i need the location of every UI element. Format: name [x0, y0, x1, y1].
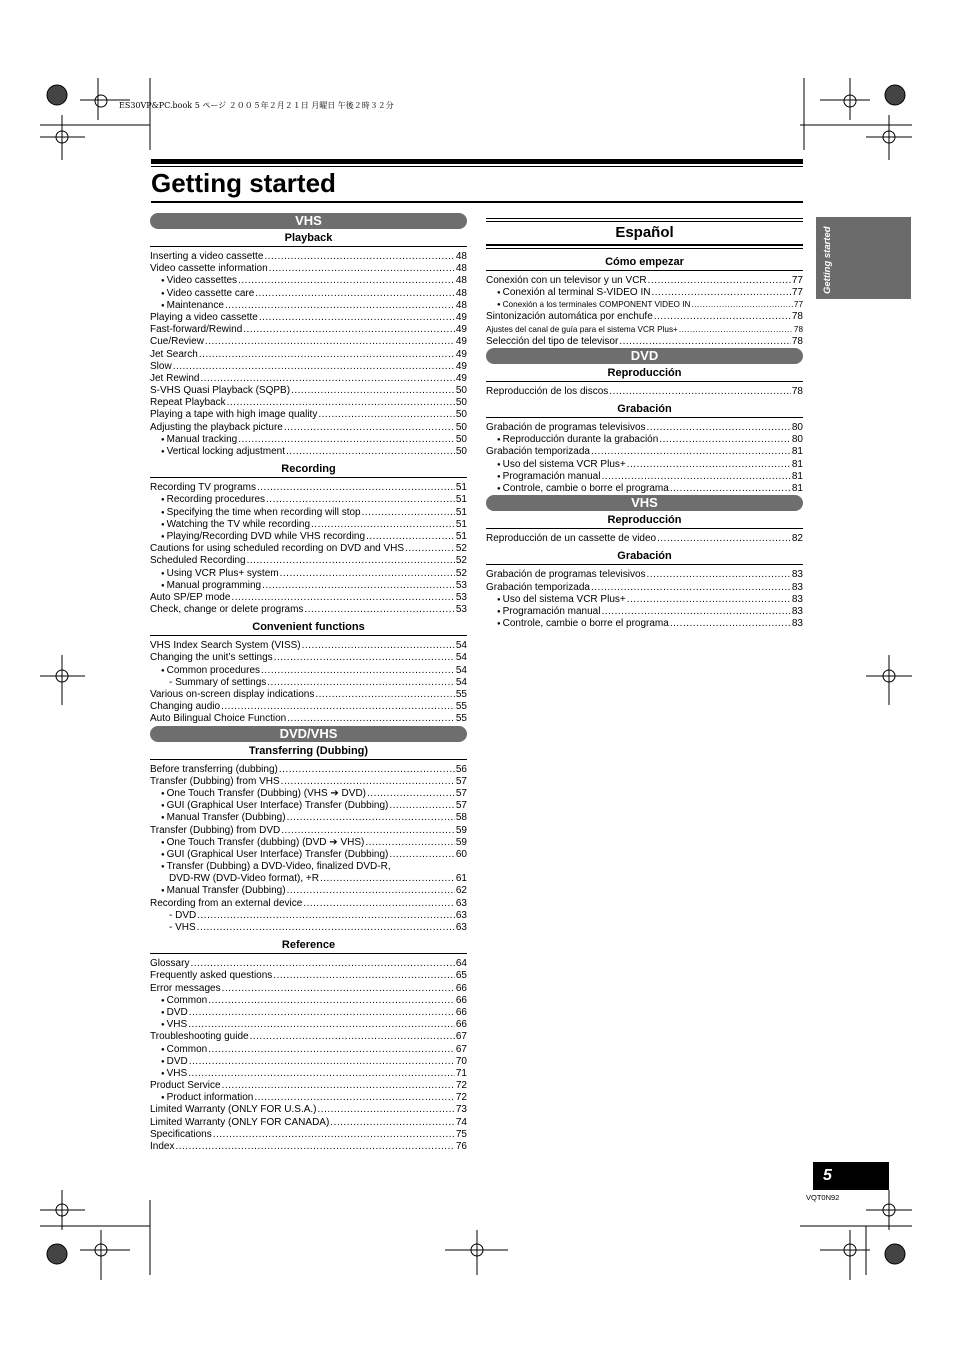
- toc-entry-text: ● Manual programming: [150, 580, 261, 593]
- toc-entry-text: Ajustes del canal de guía para el sistema VCR Plus+: [486, 324, 678, 334]
- toc-entry-text: ● GUI (Graphical User Interface) Transfer (Dubbing): [150, 849, 388, 862]
- toc-entry-page: 81: [791, 458, 803, 470]
- toc-entry-text: Recording TV programs: [150, 482, 256, 494]
- toc-entry-text: ● Conexión a los terminales COMPONENT VIDEO IN: [486, 299, 690, 312]
- toc-entry-page: 53: [455, 591, 467, 603]
- toc-entry-text: Scheduled Recording: [150, 555, 246, 567]
- toc-entry-text: Recording from an external device: [150, 897, 303, 909]
- toc-entry-page: 56: [455, 763, 467, 775]
- toc-entry-page: 78: [791, 385, 803, 397]
- toc-entry-page: 72: [455, 1080, 467, 1092]
- toc-entry-text: Troubleshooting guide: [150, 1031, 249, 1043]
- toc-entry-page: 52: [455, 567, 467, 579]
- toc-entry-text: - Summary of settings: [169, 676, 267, 688]
- toc-entry-page: 83: [791, 605, 803, 617]
- toc-entry-text: ● Reproducción durante la grabación: [486, 434, 658, 447]
- toc-entry-text: ● DVD: [150, 1056, 188, 1069]
- toc-entry-page: 81: [791, 446, 803, 458]
- toc-entry-text: ● Product information: [150, 1092, 253, 1105]
- toc-entry-page: 81: [791, 470, 803, 482]
- toc-entry-text: Video cassette information: [150, 263, 268, 275]
- toc-entry-page: 50: [455, 446, 467, 457]
- toc-entry-text: Before transferring (dubbing): [150, 763, 278, 775]
- toc-entry-text: Changing the unit’s settings: [150, 652, 273, 664]
- toc-entry-page: 67: [455, 1031, 467, 1043]
- section-band-vhs: VHS: [150, 213, 467, 229]
- toc-entry-page: 74: [455, 1116, 467, 1128]
- section-band-dvd-vhs: DVD/VHS: [150, 726, 467, 742]
- toc-entry-text: Repeat Playback: [150, 397, 226, 409]
- toc-entry-page: 49: [455, 336, 467, 348]
- toc-entry-text: ● DVD: [150, 1007, 188, 1020]
- toc-entry-text: ● Transfer (Dubbing) a DVD-Video, finalized DVD-R,: [150, 861, 391, 874]
- subsection-heading: Transferring (Dubbing): [150, 744, 467, 760]
- toc-entry-text: ● Manual Transfer (Dubbing): [150, 885, 286, 898]
- toc-entry-text: Cue/Review: [150, 336, 204, 348]
- subsection-heading: Convenient functions: [150, 620, 467, 636]
- toc-entry-page: 55: [455, 713, 467, 725]
- toc-entry-page: 83: [791, 581, 803, 593]
- registration-disc-icon: [885, 85, 905, 105]
- spanish-heading: Español: [615, 224, 674, 242]
- page-title: Getting started: [151, 168, 336, 198]
- toc-entry-page: 49: [455, 311, 467, 323]
- toc-entry-page: 82: [791, 533, 803, 545]
- toc-entry-text: ● Conexión al terminal S-VIDEO IN: [486, 287, 650, 300]
- toc-entry-text: Transfer (Dubbing) from VHS: [150, 775, 280, 787]
- toc-entry-text: VHS Index Search System (VISS): [150, 640, 301, 652]
- toc-entry-text: ● One Touch Transfer (Dubbing) (VHS ➔ DVD): [150, 788, 366, 801]
- toc-entry-page: 48: [455, 287, 467, 299]
- toc-entry-page: 57: [455, 787, 467, 799]
- toc-entry-page: 81: [791, 483, 803, 495]
- toc-entry-page: 59: [455, 836, 467, 848]
- toc-entry-text: Playing a tape with high image quality: [150, 409, 318, 421]
- toc-entry-text: S-VHS Quasi Playback (SQPB): [150, 385, 291, 397]
- toc-entry-text: Grabación de programas televisivos: [486, 422, 646, 434]
- toc-entry-text: ● VHS: [150, 1019, 187, 1032]
- toc-entry-text: ● Manual tracking: [150, 434, 237, 447]
- file-header-meta: ES30VP&PC.book 5 ページ ２００５年２月２１日 月曜日 午後２時３２分: [119, 101, 394, 110]
- document-code: VQT0N92: [806, 1193, 840, 1202]
- toc-entry-text: ● GUI (Graphical User Interface) Transfer (Dubbing): [150, 800, 388, 813]
- toc-entry-page: 51: [455, 530, 467, 542]
- subsection-heading: Reference: [150, 938, 467, 954]
- toc-entry-text: Inserting a video cassette: [150, 251, 264, 262]
- toc-entry-text: ● Manual Transfer (Dubbing): [150, 812, 286, 825]
- registration-disc-icon: [47, 85, 67, 105]
- toc-entry-page: 83: [791, 569, 803, 581]
- toc-entry-page: 54: [455, 640, 467, 652]
- toc-entry-text: ● Common procedures: [150, 665, 260, 678]
- toc-entry-page: 55: [455, 701, 467, 713]
- toc-entry-page: 54: [455, 676, 467, 688]
- toc-entry-text: ● Common: [150, 995, 207, 1008]
- subsection-heading: Reproducción: [486, 366, 803, 382]
- toc-entry-text: Auto SP/EP mode: [150, 591, 231, 603]
- toc-entry-text: ● Specifying the time when recording will stop: [150, 507, 361, 520]
- toc-entry-page: 48: [455, 275, 467, 287]
- toc-entry-page: 49: [455, 324, 467, 336]
- toc-entry-text: ● Maintenance: [150, 300, 224, 313]
- toc-entry-text: Reproducción de los discos: [486, 385, 609, 397]
- toc-entry-page: 54: [455, 664, 467, 676]
- toc-entry-text: Index: [150, 1141, 175, 1152]
- toc-entry-page: 51: [455, 482, 467, 494]
- toc-entry-text: Selección del tipo de televisor: [486, 335, 619, 347]
- toc-entry-page: 55: [455, 689, 467, 700]
- toc-entry-text: Grabación temporizada: [486, 581, 590, 593]
- toc-entry-page: 78: [791, 311, 803, 323]
- subsection-heading: Recording: [150, 462, 467, 478]
- toc-entry-text: Limited Warranty (ONLY FOR CANADA): [150, 1116, 330, 1128]
- subsection-heading: Reproducción: [486, 513, 803, 529]
- toc-entry-text: ● Controle, cambie o borre el programa: [486, 483, 669, 496]
- toc-entry-text: Error messages: [150, 982, 221, 994]
- toc-entry-text: Slow: [150, 360, 172, 372]
- toc-entry-page: 58: [455, 812, 467, 824]
- toc-entry-page: 51: [455, 506, 467, 518]
- toc-entry-page: 52: [455, 555, 467, 567]
- toc-entry-text: DVD-RW (DVD-Video format), +R: [169, 873, 319, 885]
- toc-entry-page: 65: [455, 970, 467, 982]
- toc-entry-page: 49: [455, 372, 467, 384]
- subsection-heading: Cómo empezar: [486, 255, 803, 271]
- toc-entry-text: ● One Touch Transfer (dubbing) (DVD ➔ VHS): [150, 837, 364, 850]
- toc-entry-page: 59: [455, 824, 467, 836]
- toc-entry-text: Changing audio: [150, 701, 221, 713]
- page-number: 5: [813, 1162, 889, 1190]
- toc-entry-page: 71: [455, 1067, 467, 1079]
- toc-entry-text: ● Programación manual: [486, 471, 600, 484]
- toc-entry-page: 75: [455, 1128, 467, 1140]
- toc-entry-page: 50: [455, 409, 467, 421]
- toc-entry-text: Glossary: [150, 958, 190, 970]
- toc-entry-page: 57: [455, 800, 467, 812]
- section-band-dvd: DVD: [486, 348, 803, 364]
- toc-entry-page: 67: [455, 1043, 467, 1055]
- toc-entry-page: 50: [455, 421, 467, 433]
- toc-entry-page: 78: [793, 324, 803, 334]
- toc-entry-text: ● Controle, cambie o borre el programa: [486, 618, 669, 631]
- toc-entry-page: 60: [455, 848, 467, 860]
- toc-entry-page: 48: [455, 299, 467, 311]
- toc-entry-text: ● Watching the TV while recording: [150, 519, 310, 532]
- toc-entry-text: ● Recording procedures: [150, 494, 265, 507]
- toc-entry-page: 78: [791, 335, 803, 347]
- toc-entry-page: 50: [455, 433, 467, 445]
- toc-entry-text: Check, change or delete programs: [150, 604, 304, 616]
- toc-entry-text: Jet Rewind: [150, 372, 200, 384]
- toc-entry-text: ● Programación manual: [486, 606, 600, 619]
- toc-entry-page: 48: [455, 251, 467, 262]
- toc-entry-page: 72: [455, 1092, 467, 1104]
- subsection-heading: Grabación: [486, 549, 803, 565]
- toc-entry-page: 83: [791, 618, 803, 630]
- toc-entry-text: Frequently asked questions: [150, 970, 273, 982]
- toc-entry-text: ● Using VCR Plus+ system: [150, 568, 279, 581]
- toc-entry-text: Product Service: [150, 1080, 221, 1092]
- toc-entry-page: 49: [455, 360, 467, 372]
- toc-entry-text: Various on-screen display indications: [150, 689, 315, 700]
- subsection-heading: Playback: [150, 231, 467, 247]
- toc-entry-page: 66: [455, 1019, 467, 1031]
- toc-entry-text: Sintonización automática por enchufe: [486, 311, 653, 323]
- toc-entry-text: ● VHS: [150, 1068, 187, 1081]
- toc-entry-text: ● Uso del sistema VCR Plus+: [486, 594, 626, 607]
- toc-entry-page: 48: [455, 263, 467, 275]
- toc-entry-text: Cautions for using scheduled recording on DVD and VHS: [150, 543, 405, 555]
- toc-entry-text: ● Uso del sistema VCR Plus+: [486, 459, 626, 472]
- toc-entry-text: Transfer (Dubbing) from DVD: [150, 824, 281, 836]
- toc-entry-page: 54: [455, 652, 467, 664]
- toc-entry-page: 70: [455, 1055, 467, 1067]
- toc-entry-text: Playing a video cassette: [150, 311, 258, 323]
- toc-entry-text: - DVD: [169, 909, 197, 921]
- toc-entry-page: 80: [791, 434, 803, 446]
- toc-entry-text: Limited Warranty (ONLY FOR U.S.A.): [150, 1104, 317, 1116]
- toc-entry-page: 77: [793, 300, 803, 310]
- toc-entry-page: 64: [455, 958, 467, 970]
- side-tab-label: Getting started: [822, 226, 833, 294]
- toc-entry-text: ● Common: [150, 1044, 207, 1057]
- toc-entry-page: 66: [455, 994, 467, 1006]
- toc-entry-text: - VHS: [169, 922, 196, 933]
- toc-entry-text: ● Playing/Recording DVD while VHS recording: [150, 531, 365, 544]
- toc-entry-page: 73: [455, 1104, 467, 1116]
- toc-entry-text: Grabación de programas televisivos: [486, 569, 646, 581]
- toc-entry-page: 61: [455, 873, 467, 885]
- toc-entry-page: 51: [455, 518, 467, 530]
- toc-entry-page: 66: [455, 982, 467, 994]
- toc-entry-page: 50: [455, 385, 467, 397]
- toc-entry-page: 52: [455, 543, 467, 555]
- subsection-heading: Grabación: [486, 402, 803, 418]
- toc-entry-text: ● Vertical locking adjustment: [150, 446, 285, 459]
- toc-entry-text: ● Video cassettes: [150, 275, 237, 288]
- toc-entry-page: 57: [455, 775, 467, 787]
- toc-entry-page: 80: [791, 422, 803, 434]
- toc-entry-text: Reproducción de un cassette de video: [486, 533, 657, 545]
- toc-entry-page: 77: [791, 286, 803, 298]
- toc-entry-page: 77: [791, 274, 803, 286]
- toc-entry-text: Fast-forward/Rewind: [150, 324, 243, 336]
- toc-entry-text: Auto Bilingual Choice Function: [150, 713, 287, 725]
- toc-entry-page: 63: [455, 897, 467, 909]
- toc-entry-text: Conexión con un televisor y un VCR: [486, 274, 647, 286]
- toc-entry-page: 49: [455, 348, 467, 360]
- toc-entry-page: 63: [455, 909, 467, 921]
- section-band-vhs: VHS: [486, 495, 803, 511]
- toc-entry-text: ● Video cassette care: [150, 288, 254, 301]
- toc-entry-page: 66: [455, 1006, 467, 1018]
- toc-entry-page: 53: [455, 604, 467, 616]
- toc-entry-page: 62: [455, 885, 467, 897]
- toc-entry-page: 50: [455, 397, 467, 409]
- toc-entry-page: 63: [455, 922, 467, 933]
- toc-entry-page: 51: [455, 494, 467, 506]
- toc-entry-page: 53: [455, 579, 467, 591]
- toc-entry-text: Grabación temporizada: [486, 446, 590, 458]
- toc-entry-text: Adjusting the playback picture: [150, 421, 283, 433]
- toc-entry-text: Specifications: [150, 1128, 212, 1140]
- toc-entry-page: 83: [791, 593, 803, 605]
- toc-entry-page: 76: [455, 1141, 467, 1152]
- toc-entry-text: Jet Search: [150, 348, 198, 360]
